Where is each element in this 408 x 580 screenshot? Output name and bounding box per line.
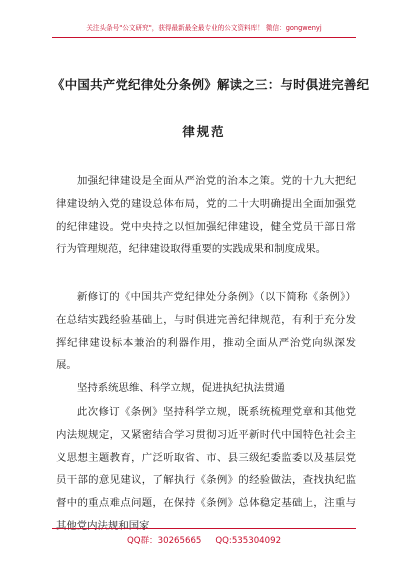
paragraph-block-2 xyxy=(56,286,356,377)
document-title-line-2: 律规范 xyxy=(182,124,226,139)
qq-group-text: QQ群：30265665 xyxy=(126,536,202,546)
paragraph: 新修订的《中国共产党纪律处分条例》（以下简称《条例》）在总结实践经验基础上，与时俱进完善纪律规范，有利于充分发挥纪律建设标本兼治的利器作用，推动全面从严治党向纵深发展。 xyxy=(56,291,356,372)
section-heading-block xyxy=(56,377,356,400)
promo-banner: 关注头条号"公文研究"，获得最新最全最专业的公文资料库！ 微信：gongwenyj xyxy=(86,24,322,32)
footer-contacts xyxy=(0,534,408,546)
paragraph-block-3 xyxy=(56,401,356,538)
section-heading: 坚持系统思维、科学立规，促进执纪执法贯通 xyxy=(77,382,285,394)
paragraph: 此次修订《条例》坚持科学立规，既系统梳理党章和其他党内法规规定，又紧密结合学习贯彻习近平新时代中国特色社会主义思想主题教育，广泛听取省、市、县三级纪委监委以及基层党员干部的意见建议，了解执行《条例》的经验做法，查找执纪监督中的重点难点问题，在保持《条例》总体稳定基础上，注重与其他党内法规和国家 xyxy=(56,406,356,532)
paragraph-block-1 xyxy=(56,170,356,261)
document-title-line-1: 《中国共产党纪律处分条例》解读之三：与时俱进完善纪 xyxy=(52,77,370,92)
paragraph: 加强纪律建设是全面从严治党的治本之策。党的十九大把纪律建设纳入党的建设总体布局，党的二十大明确提出全面加强党的纪律建设。党中央持之以恒加强纪律建设，健全党员干部日常行为管理规范，纪律建设取得重要的实践成果和制度成果。 xyxy=(56,175,356,256)
header-divider xyxy=(52,37,356,38)
qq-number-text: QQ:535304092 xyxy=(215,536,282,546)
footer-divider xyxy=(52,528,356,529)
